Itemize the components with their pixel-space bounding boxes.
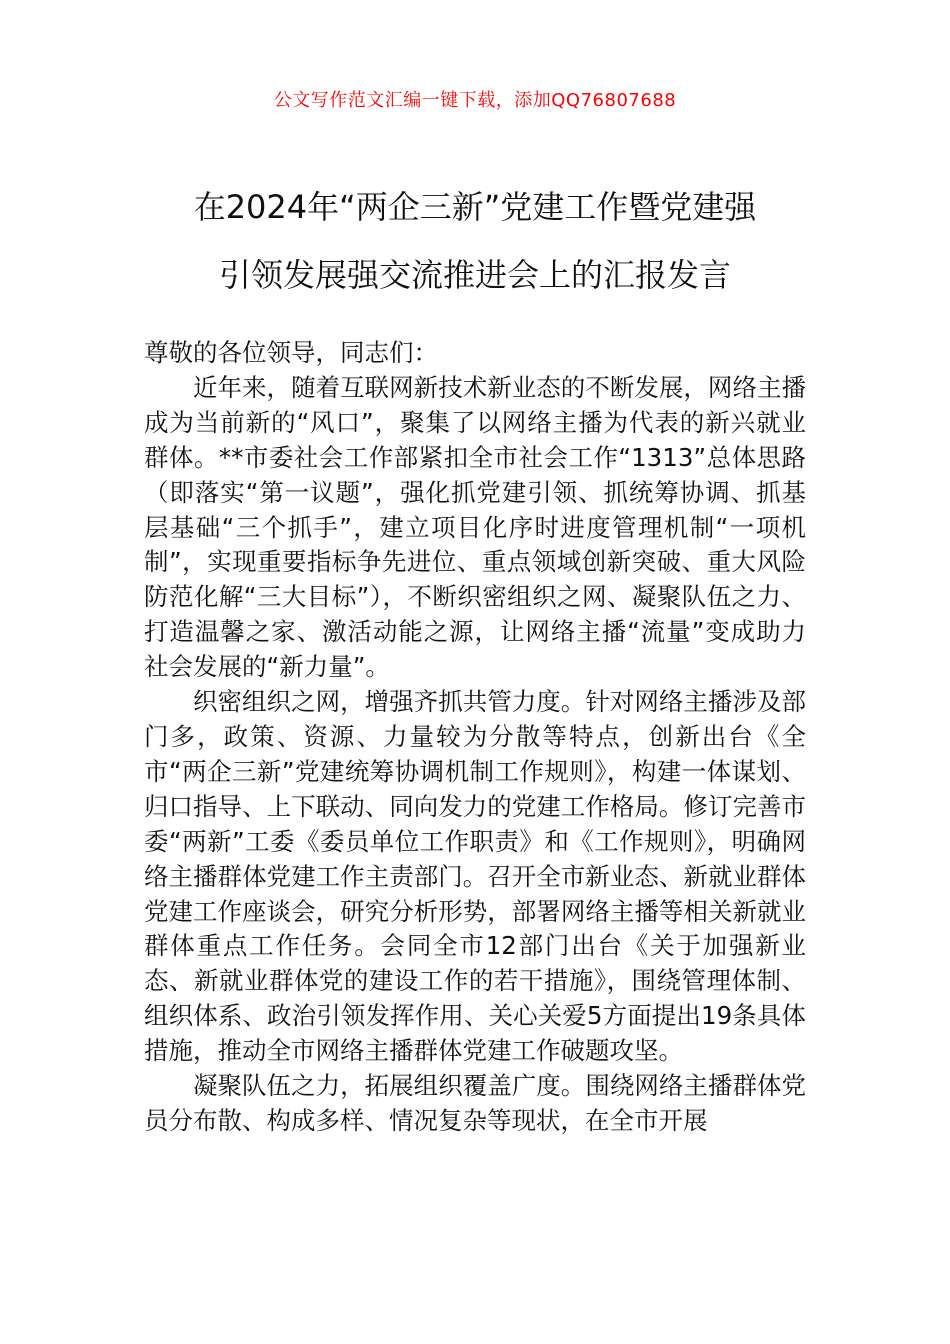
header-note: 公文写作范文汇编一键下载，添加QQ76807688: [273, 90, 677, 111]
document-title-line-2: 引领发展强交流推进会上的汇报发言: [218, 256, 731, 294]
document-title-line-1: 在2024年“两企三新”党建工作暨党建强: [193, 188, 757, 226]
paragraph-organization-network: 织密组织之网，增强齐抓共管力度。针对网络主播涉及部门多，政策、资源、力量较为分散等特点，创新出台《全市“两企三新”党建统筹协调机制工作规则》，构建一体谋划、归口指导、上下联动、同向发力的党建工作格局。修订完善市委“两新”工委《委员单位工作职责》和《工作规则》，明确网络主播群体党建工作主责部门。召开全市新业态、新就业群体党建工作座谈会，研究分析形势，部署网络主播等相关新就业群体重点工作任务。会同全市12部门出台《关于加强新业态、新就业群体党的建设工作的若干措施》，围绕管理体制、组织体系、政治引领发挥作用、关心关爱5方面提出19条具体措施，推动全市网络主播群体党建工作破题攻坚。: [144, 687, 806, 1066]
salutation: 尊敬的各位领导，同志们：: [144, 338, 438, 367]
paragraph-intro: 近年来，随着互联网新技术新业态的不断发展，网络主播成为当前新的“风口”，聚集了以网络主播为代表的新兴就业群体。**市委社会工作部紧扣全市社会工作“1313”总体思路（即落实“第一议题”，强化抓党建引领、抓统筹协调、抓基层基础“三个抓手”，建立项目化序时进度管理机制“一项机制”，实现重要指标争先进位、重点领域创新突破、重大风险防范化解“三大目标”），不断织密组织之网、凝聚队伍之力、打造温馨之家、激活动能之源，让网络主播“流量”变成助力社会发展的“新力量”。: [144, 372, 806, 682]
paragraph-team-strength: 凝聚队伍之力，拓展组织覆盖广度。围绕网络主播群体党员分布散、构成多样、情况复杂等现状，在全市开展: [144, 1071, 806, 1135]
document-body: [144, 336, 806, 1139]
